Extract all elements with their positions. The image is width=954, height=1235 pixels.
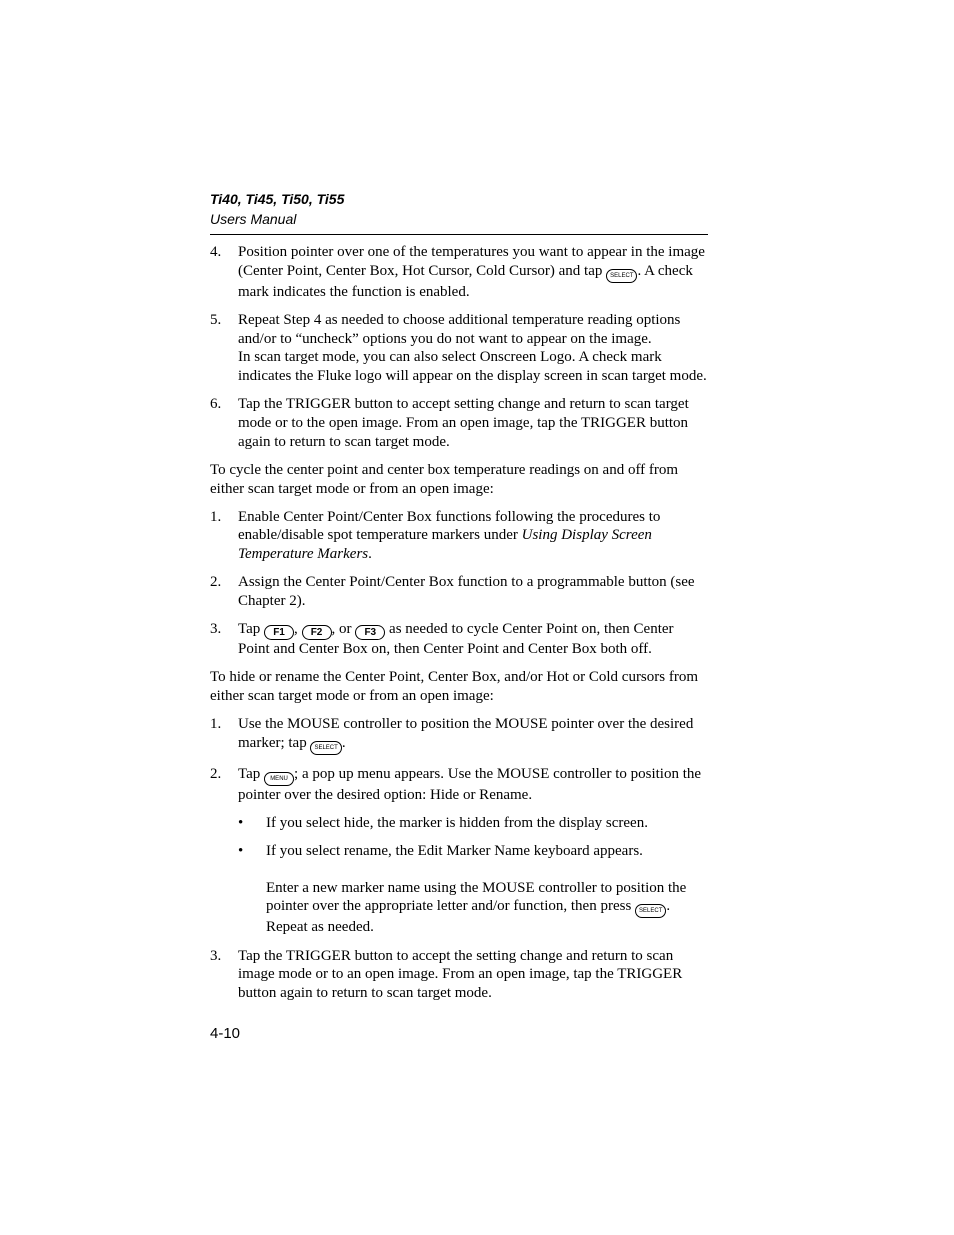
list-item [210, 947, 708, 1003]
item-text: , or [331, 621, 356, 638]
bullet-item [210, 814, 708, 833]
header-title: Ti40, Ti45, Ti50, Ti55 [210, 191, 345, 207]
item-text: . [368, 546, 372, 563]
f1-key-icon: F1 [264, 625, 294, 640]
item-text: Tap [238, 765, 265, 782]
f2-key-icon: F2 [302, 625, 332, 640]
item-text: Enable Center Point/Center Box functions following the procedures to enable/disable spot temperature markers under [238, 508, 661, 544]
list-item [210, 243, 708, 301]
rename-note [210, 879, 708, 937]
item-text: Tap [238, 621, 265, 638]
item-text: . [341, 735, 346, 752]
bullet-text: If you select hide, the marker is hidden from the display screen. [266, 814, 648, 831]
item-text: Tap the TRIGGER button to accept the setting change and return to scan image mode or to an open image. From an open image, tap the TRIGGER button again to return to scan target mode. [238, 947, 683, 1001]
item-number: 1. [210, 508, 222, 525]
list-item [210, 620, 708, 659]
bullet-icon: • [238, 814, 244, 831]
item-text: In scan target mode, you can also select Onscreen Logo. A check mark indicates the Fluke logo will appear on the display screen in scan target mode. [238, 349, 707, 385]
item-number: 4. [210, 244, 222, 260]
header-subtitle: Users Manual [210, 211, 297, 227]
list-item [210, 395, 708, 451]
bullet-text: If you select rename, the Edit Marker Name keyboard appears. [266, 842, 643, 859]
bullet-icon: • [238, 842, 244, 859]
item-text: Position pointer over one of the temperatures you want to appear in the image (Center Point, Center Box, Hot Cursor, Cold Cursor) and tap [238, 244, 705, 279]
item-text: Assign the Center Point/Center Box function to a programmable button (see Chapter 2). [238, 574, 695, 610]
item-number: 2. [210, 574, 222, 591]
f3-key-icon: F3 [355, 625, 385, 640]
item-number: 2. [210, 765, 222, 782]
item-text: Use the MOUSE controller to position the MOUSE pointer over the desired marker; tap [238, 716, 694, 752]
list-item [210, 508, 708, 564]
select-key-icon: SELECT [635, 904, 666, 918]
item-text: Tap the TRIGGER button to accept setting change and return to scan target mode or to the open image. From an open image, tap the TRIGGER button again to return to scan target mode. [238, 396, 689, 450]
item-text: ; a pop up menu appears. Use the MOUSE controller to position the pointer over the desired option: Hide or Rename. [238, 765, 702, 803]
item-number: 3. [210, 621, 222, 638]
select-key-icon: SELECT [606, 269, 637, 283]
note-text: . Repeat as needed. [266, 898, 671, 936]
paragraph: To cycle the center point and center box temperature readings on and off from either scan target mode or from an open image: [210, 461, 679, 497]
select-key-icon: SELECT [310, 741, 341, 755]
item-number: 6. [210, 396, 222, 413]
item-text: , [294, 621, 302, 638]
menu-key-icon: MENU [264, 772, 294, 786]
paragraph: To hide or rename the Center Point, Center Box, and/or Hot or Cold cursors from either scan target mode or from an open image: [210, 669, 699, 705]
list-item [210, 573, 708, 610]
list-item [210, 311, 708, 386]
item-number: 1. [210, 716, 222, 733]
page-body [210, 243, 708, 1012]
bullet-item [210, 842, 708, 861]
item-number: 5. [210, 311, 222, 328]
item-text: as needed to cycle Center Point on, then Center Point and Center Box on, then Center Point and Center Box both off. [238, 621, 674, 658]
list-item [210, 715, 708, 755]
item-text: . A check mark indicates the function is enabled. [238, 262, 693, 300]
list-item [210, 765, 708, 805]
item-number: 3. [210, 947, 222, 964]
item-text: Repeat Step 4 as needed to choose additional temperature reading options and/or to “uncheck” options you do not want to appear on the image. [238, 311, 681, 347]
page-number: 4-10 [210, 1025, 241, 1042]
section-reference: Using Display Screen Temperature Markers [238, 527, 652, 563]
header-rule [210, 234, 708, 235]
note-text: Enter a new marker name using the MOUSE controller to position the pointer over the appropriate letter and/or function, then press [266, 879, 687, 915]
